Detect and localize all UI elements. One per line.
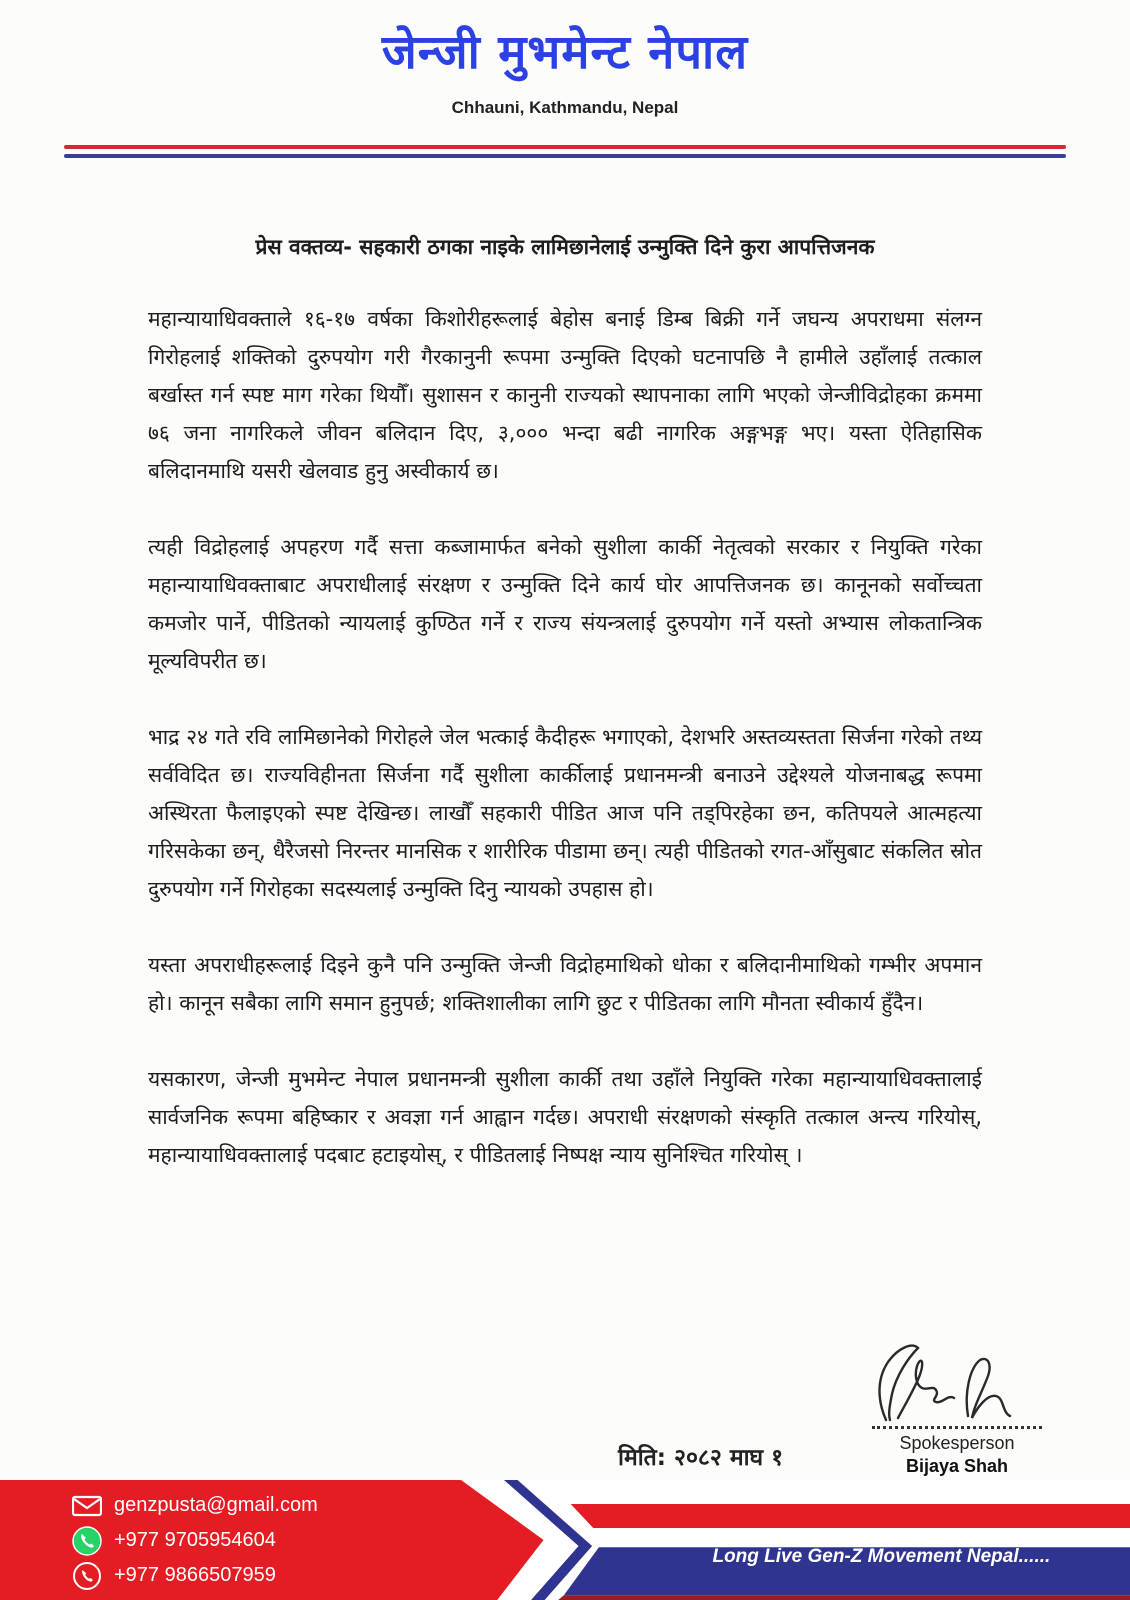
header-divider-blue: [64, 154, 1066, 158]
paragraph-4: यस्ता अपराधीहरूलाई दिइने कुनै पनि उन्मुक्ति जेन्जी विद्रोहमाथिको धोका र बलिदानीमाथिको गम्भीर अपमान हो। कानून सबैका लागि समान हुनुपर्छ; शक्तिशालीका लागि छुट र पीडितका लागि मौनता स्वीकार्य हुँदैन।: [148, 953, 982, 1015]
letterhead: [0, 0, 1130, 118]
date-line: मिति: २०८२ माघ १: [618, 1445, 784, 1471]
whatsapp-icon: [72, 1526, 102, 1556]
signatory-name: Bijaya Shah: [905, 1456, 1009, 1476]
signature-block: [872, 1332, 1042, 1477]
paragraph-5: यसकारण, जेन्जी मुभमेन्ट नेपाल प्रधानमन्त्री सुशीला कार्की तथा उहाँले नियुक्ति गरेका महान्यायाधिवक्तालाई सार्वजनिक रूपमा बहिष्कार र अवज्ञा गर्न आह्वान गर्दछ। अपराधी संरक्षणको संस्कृति तत्काल अन्त्य गरियोस्, महान्यायाधिवक्तालाई पदबाट हटाइयोस्, र पीडितलाई निष्पक्ष न्याय सुनिश्चित गरियोस् ।: [148, 1067, 982, 1167]
contact-email: genzpusta@gmail.com: [114, 1494, 318, 1516]
signature-dotted-line: [872, 1426, 1042, 1429]
signatory-role: Spokesperson: [899, 1433, 1015, 1453]
contact-phone: +977 9866507959: [114, 1564, 276, 1586]
paragraph-3: भाद्र २४ गते रवि लामिछानेको गिरोहले जेल भत्काई कैदीहरू भगाएको, देशभरि अस्तव्यस्तता सिर्जना गरेको तथ्य सर्वविदित छ। राज्यविहीनता सिर्जना गर्दै सुशीला कार्कीलाई प्रधानमन्त्री बनाउने उद्देश्यले योजनाबद्ध रूपमा अस्थिरता फैलाइएको स्पष्ट देखिन्छ। लाखौँ सहकारी पीडित आज पनि तड्पिरहेका छन, कतिपयले आत्महत्या गरिसकेका छन्, धैरैजसो निरन्तर मानसिक र शारीरिक पीडामा छन्। त्यही पीडितको रगत-आँसुबाट संकलित स्रोत दुरुपयोग गर्ने गिरोहका सदस्यलाई उन्मुक्ति दिनु न्यायको उपहास हो।: [148, 725, 982, 901]
press-release-title: प्रेस वक्तव्य- सहकारी ठगका नाइके लामिछानेलाई उन्मुक्ति दिने कुरा आपत्तिजनक: [255, 235, 875, 259]
organization-address: Chhauni, Kathmandu, Nepal: [451, 98, 679, 117]
footer: [0, 1480, 1130, 1600]
paragraph-2: त्यही विद्रोहलाई अपहरण गर्दै सत्ता कब्जामार्फत बनेको सुशीला कार्की नेतृत्वको सरकार र नियुक्ति गरेका महान्यायाधिवक्ताबाट अपराधीलाई संरक्षण र उन्मुक्ति दिने कार्य घोर आपत्तिजनक छ। कानूनको सर्वोच्चता कमजोर पार्ने, पीडितको न्यायलाई कुण्ठित गर्ने र राज्य संयन्त्रलाई दुरुपयोग गर्ने यस्तो अभ्यास लोकतान्त्रिक मूल्यविपरीत छ।: [148, 535, 982, 673]
header-divider-red: [64, 145, 1066, 149]
organization-name: जेन्जी मुभमेन्ट नेपाल: [381, 25, 749, 80]
contact-phone-row: [72, 1558, 318, 1593]
signature-icon: [872, 1332, 1042, 1432]
contact-info: [72, 1488, 318, 1593]
phone-icon: [72, 1561, 102, 1591]
document-body: [148, 228, 982, 1212]
email-icon: [72, 1491, 102, 1521]
contact-email-row: [72, 1488, 318, 1523]
footer-slogan: Long Live Gen-Z Movement Nepal......: [712, 1546, 1051, 1567]
contact-whatsapp: +977 9705954604: [114, 1529, 276, 1551]
paragraph-1: महान्यायाधिवक्ताले १६-१७ वर्षका किशोरीहरूलाई बेहोस बनाई डिम्ब बिक्री गर्ने जघन्य अपराधमा संलग्न गिरोहलाई शक्तिको दुरुपयोग गरी गैरकानुनी रूपमा उन्मुक्ति दिएको घटनापछि नै हामीले उहाँलाई तत्काल बर्खास्त गर्न स्पष्ट माग गरेका थियौँ। सुशासन र कानुनी राज्यको स्थापनाका लागि भएको जेन्जीविद्रोहका क्रममा ७६ जना नागरिकले जीवन बलिदान दिए, ३,००० भन्दा बढी नागरिक अङ्गभङ्ग भए। यस्ता ऐतिहासिक बलिदानमाथि यसरी खेलवाड हुनु अस्वीकार्य छ।: [148, 307, 982, 483]
contact-whatsapp-row: [72, 1523, 318, 1558]
